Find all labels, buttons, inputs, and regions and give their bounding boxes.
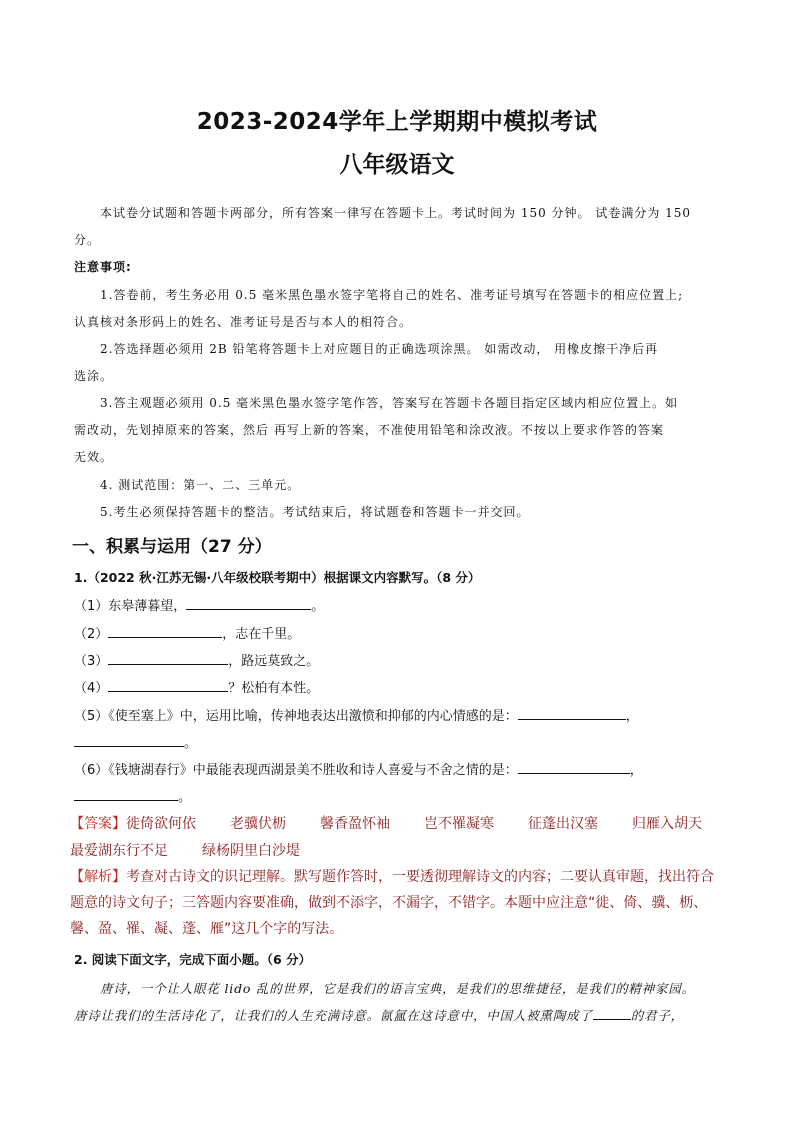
analysis-text: 考查对古诗文的识记理解。默写题作答时，一要透彻理解诗文的内容；二要认真审题，找出符合题意的诗文句子；三答题内容要准确，做到不添字，不漏字，不错字。本题中应注意“徙、倚、骥、枥、馨、盈、罹、凝、蓬、雁”这几个字的写法。 <box>70 869 714 937</box>
answer-item: 最爱湖东行不足 <box>70 843 168 859</box>
note-4: 4. 测试范围：第一、二、三单元。 <box>100 478 301 492</box>
answer-item: 绿杨阴里白沙堤 <box>202 843 300 859</box>
answer-item: 征蓬出汉塞 <box>528 816 598 832</box>
section-heading: 一、积累与运用（27 分） <box>72 537 272 557</box>
question-1-stem: 1.（2022 秋·江苏无锡·八年级校联考期中）根据课文内容默写。（8 分） <box>74 570 481 585</box>
q1-line-6-comma: ， <box>629 763 643 778</box>
note-2-line-1: 2.答选择题必须用 2B 铅笔将答题卡上对应题目的正确选项涂黑。 如需改动， 用橡皮擦干净后再 <box>100 342 659 356</box>
answer-item: 岂不罹凝寒 <box>424 816 494 832</box>
answer-blank[interactable] <box>74 787 178 801</box>
q1-line-3 <box>74 650 319 669</box>
answer-blank[interactable] <box>518 706 626 720</box>
answer-blank[interactable] <box>593 1007 631 1020</box>
q1-line-6 <box>74 759 643 778</box>
q1-line-3-end: ，路远莫致之。 <box>228 654 320 669</box>
q1-line-5-cont <box>74 732 197 751</box>
answer-tag: 【答案】 <box>70 816 126 832</box>
q1-line-4-end: ？松柏有本性。 <box>228 681 320 696</box>
exam-subtitle: 八年级语文 <box>339 152 455 178</box>
reading-line-1: 唐诗，一个让人眼花 lido 乱的世界，它是我们的语言宝典，是我们的思维捷径，是我们的精神家园。 <box>100 981 695 996</box>
q1-line-5 <box>74 705 639 724</box>
answer-blank[interactable] <box>108 678 228 692</box>
answer-line-1 <box>70 813 702 833</box>
intro-line-2: 分。 <box>74 233 101 247</box>
q1-line-1 <box>74 595 324 614</box>
q1-line-6-text: （6）《钱塘湖春行》中最能表现西湖景美不胜收和诗人喜爱与不舍之情的是： <box>74 763 518 778</box>
reading-line-2 <box>74 1002 724 1029</box>
q1-line-4 <box>74 677 319 696</box>
answer-blank[interactable] <box>108 651 228 665</box>
answer-item: 馨香盈怀袖 <box>320 816 390 832</box>
notes-heading: 注意事项: <box>74 260 132 274</box>
analysis <box>70 864 720 942</box>
answer-blank[interactable] <box>518 760 630 774</box>
answer-blank[interactable] <box>108 624 222 638</box>
intro-line-1: 本试卷分试题和答题卡两部分，所有答案一律写在答题卡上。考试时间为 150 分钟。 试卷满分为 150 <box>100 206 692 220</box>
answer-line-2 <box>70 840 300 860</box>
analysis-tag: 【解析】 <box>70 869 126 885</box>
q1-line-2-end: ，志在千里。 <box>222 627 301 642</box>
note-3-line-3: 无效。 <box>74 450 114 464</box>
answer-item: 老骥伏枥 <box>230 816 286 832</box>
q1-line-1-text: （1）东皋薄暮望， <box>74 599 187 614</box>
q1-line-2-text: （2） <box>74 627 109 642</box>
q1-line-4-text: （4） <box>74 681 109 696</box>
answer-blank[interactable] <box>74 733 184 747</box>
q1-line-6-end: 。 <box>178 790 192 805</box>
q1-line-5-end: 。 <box>184 736 198 751</box>
note-5: 5.考生必须保持答题卡的整洁。考试结束后，将试题卷和答题卡一并交回。 <box>100 505 530 519</box>
q1-line-2 <box>74 623 300 642</box>
reading-line-2-text: 唐诗让我们的生活诗化了，让我们的人生充满诗意。氤氲在这诗意中，中国人被熏陶成了 <box>74 1008 593 1023</box>
note-1-line-2: 认真核对条形码上的姓名、准考证号是否与本人的相符合。 <box>74 315 413 329</box>
note-1-line-1: 1.答卷前，考生务必用 0.5 毫米黑色墨水签字笔将自己的姓名、准考证号填写在答题卡的相应位置上; <box>100 288 684 302</box>
q1-line-1-end: 。 <box>311 599 325 614</box>
note-2-line-2: 选涂。 <box>74 369 114 383</box>
note-3-line-1: 3.答主观题必须用 0.5 毫米黑色墨水签字笔作答，答案写在答题卡各题目指定区域内相应位置上。如 <box>100 396 679 410</box>
q1-line-6-cont <box>74 786 191 805</box>
answer-blank[interactable] <box>186 596 311 610</box>
reading-line-2-end: 的君子， <box>630 1008 684 1023</box>
exam-title: 2023-2024学年上学期期中模拟考试 <box>196 109 598 135</box>
q1-line-5-text: （5）《使至塞上》中，运用比喻，传神地表达出激愤和抑郁的内心情感的是： <box>74 709 518 724</box>
q1-line-3-text: （3） <box>74 654 109 669</box>
question-2-stem: 2. 阅读下面文字，完成下面小题。（6 分） <box>74 952 312 967</box>
q1-line-5-comma: ， <box>625 709 639 724</box>
answer-item: 徙倚欲何依 <box>126 816 196 832</box>
answer-item: 归雁入胡天 <box>632 816 702 832</box>
note-3-line-2: 需改动，先划掉原来的答案，然后 再写上新的答案，不准使用铅笔和涂改液。不按以上要求作答的答案 <box>74 423 664 437</box>
